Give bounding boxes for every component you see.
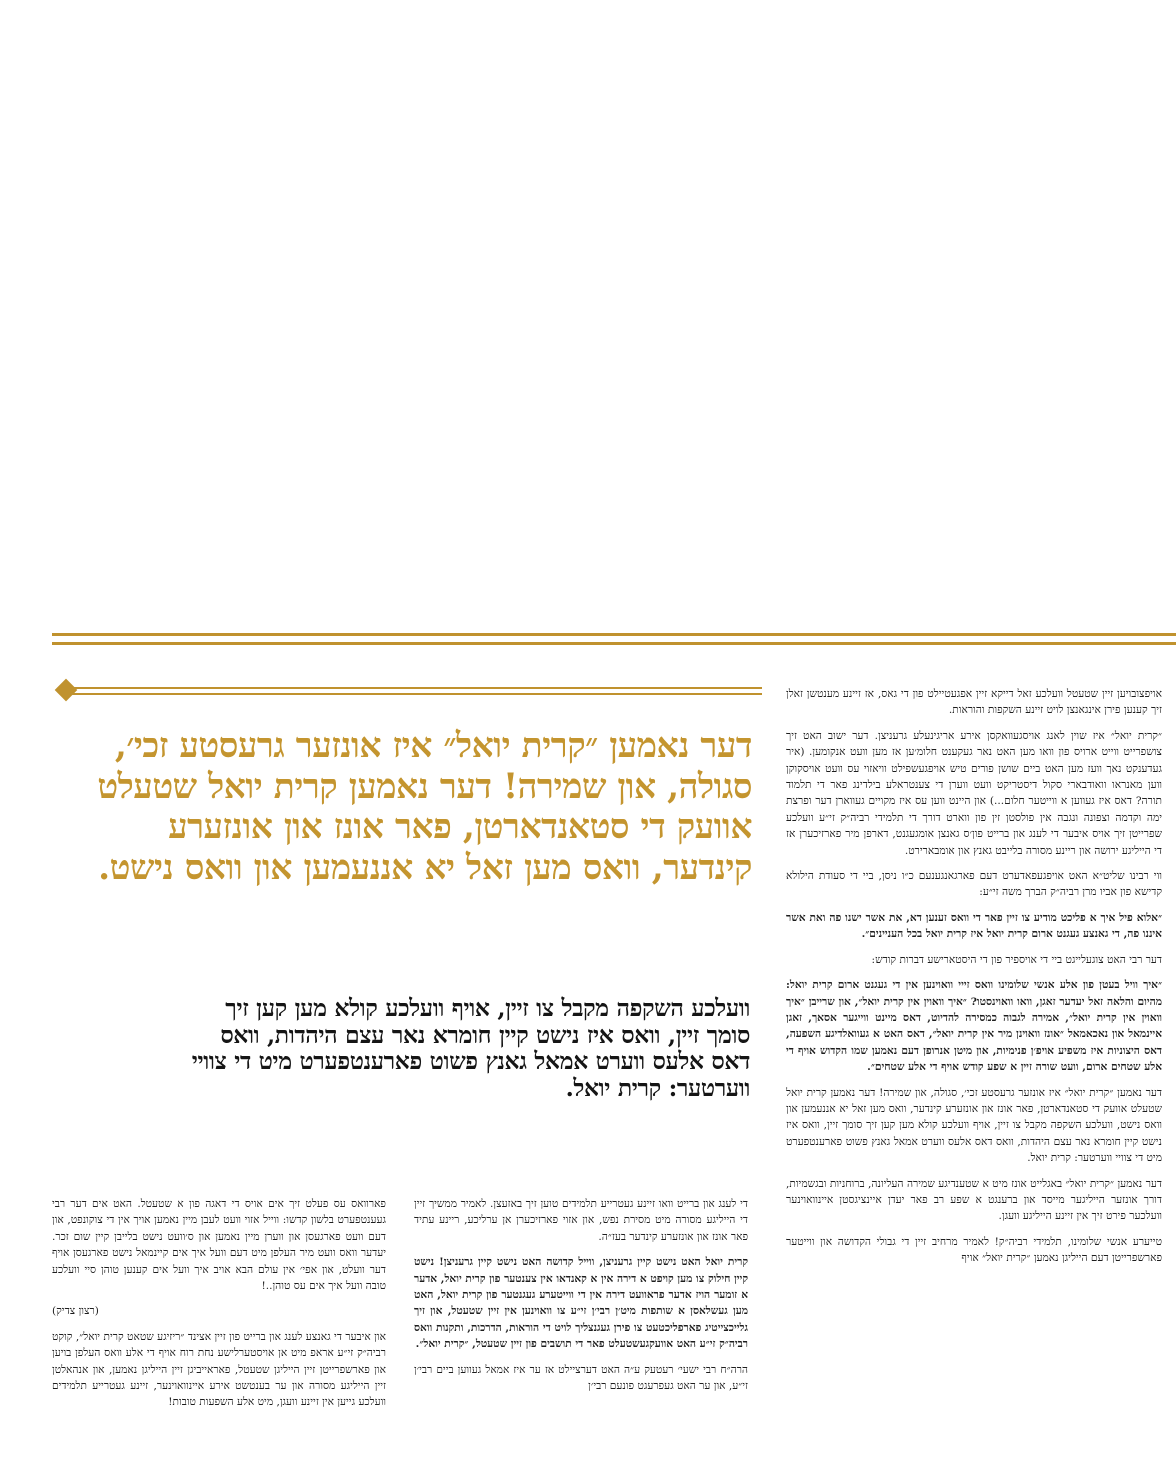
sub-quote: וועלכע השקפה מקבל צו זיין, אויף וועלכע קולא מען קען זיך סומך זיין, וואס איז נישט קיין חומרא נאר עצם היהדות, וואס דאס אלעס ווערט אמאל גאנץ פשוט פארענטפערט מיט די צוויי ווערטער: קרית יואל. [191,995,750,1102]
gold-rule-bottom [52,642,1176,645]
bold-paragraph: קרית יואל האט נישט קיין גרעניצן, ווייל קדושה האט נישט קיין גרעניצן! נישט קיין חילוק צו מען קויפט א דירה אין א קאנדאו אין צענטער פון קרית יואל, אדער א זומער הויז אדער פראוועט דירה אין די ווייטערע געגנטער פון קרית יואל, האט מען געשלאסן א שותפות מיט׳ן רבי׳ן זי״ע צו וואוינען אין זיין שטעטל, און זיך גלייכצייטיג פארפליכטעט צו פירן געגנצליך לויט די הוראות, הדרכות, ותקנות וואס רביה״ק זי״ע האט אוועקגעשטעלט פאר די תושבים פון זיין שטעטל, ״קרית יואל״. [414,1256,748,1351]
pull-quote: דער נאמען ״קרית יואל״ איז אונזער גרעסטע זכי׳, סגולה, און שמירה! דער נאמען קרית יואל שטעלט אוועק די סטאנדארטן, פאר אונז און אונזערע קינדער, וואס מען זאל יא אננעמען און וואס נישט. [97,726,752,888]
paragraph: ״קרית יואל״ איז שוין לאנג אויסגעוואקסן אירע אריגינעלע גרעניצן. דער ישוב האט זיך צושפרייט ווייט ארויס פון וואו מען האט נאר געקענט חלומ׳ען אז מען וועט אנקומען. (איר געדענקט נאך וועז מען האט ביים שושן פורים טיש אויפגעשפילט וויאזוי עס וועט אויסקוקן ווען מאנראו וואודבארי סקול דיסטריקט וועט ווערן די צענטראלע בילדינג פאר די תלמוד תורה? דאס איז געווען א ווייטער חלום...) און היינט ווען עס איז מקויים געווארן דער ופרצת ימה וקדמה וצפונה ונגבה אין פולסטן זין פון ווארט דורך די תלמידי רביה״ק זי״ע וועלכע שפרייטן זיך אויס איבער די לענג און ברייט פון׳ס גאנצן אומגעגנט, דארפן מיר פארזיכערן אז די הייליגע ירושה און ריינע מסורה בלייבט גאנץ און אומבארירט. [786,729,1162,857]
paragraph: דער נאמען ״קרית יואל״ באגלייט אונז מיט א שטענדיגע שמירה העליונה, ברוחניות ובגשמיות, דורך אונזער הייליגער מייסד און ברענגט א שפע רב פאר יעדן איינציגסטן איינוואוינער וועלכער פירט זיך אין זיינע הייליגע וועגן. [786,1177,1162,1223]
paragraph: פארוואס עס פעלט זיך אים אויס די דאגה פון א שטעטל. האט אים דער רבי געענטפערט בלשון קדשו: ווייל אזוי וועט לעבן מיין נאמען אויך אין די צוקונפט, און דעם וועט פארגעסן און ווערן מיין נאמען און ס׳וועט נישט בלייבן קיין שום זכר. יעדער וואס וועט מיר העלפן מיט דעם וועל איך אים קיינמאל נישט פארגעסן אויף דער וועלט, און אפי׳ אין עולם הבא אויב איך וועל אים קענען טוהן סיי וועלכע טובה וועל איך אים עס טוהן..! [52,1198,386,1293]
paragraph: הרה״ח רבי ישעי׳ רעטעק ע״ה האט דערציילט אז ער איז אמאל געווען ביים רבי׳ן זי״ע, און ער האט געפרעגט פונעם רבי׳ן [414,1363,748,1393]
divider-line-lower [72,693,762,695]
quote-paragraph: ״איך וויל בעטן פון אלע אנשי שלומינו וואס זייי וואוינען אין די געגנט ארום קרית יואל: מהיום והלאה זאל יעדער זאגן, וואו וואוינסטו? ״איך וואוין אין קרית יואל״, און שרייבן ״איך וואוין אין קרית יואל״, אמירה לגבוה כמסירה להדיוט, דאס מיינט ווייגער אסאך, זאגן איינמאל און נאכאמאל ״אונז וואוינן מיר אין קרית יואל״, דאס האט א געוואלדיגע השפעה, דאס היצוניות איז משפיע אויפ׳ן פנימיות, און מיטן אנרופן דעם נאמען שמו הקדוש אויף די אלע שטחים ארום, וועט שורה זיין א שפע קודש אויף די אלע שטחים״. [786,979,1162,1074]
paragraph: אויפצובויען זיין שטעטל וועלכע זאל דייקא זיין אפגעטיילט פון די גאס, אז זיינע מענטשן זאלן זיך קענען פירן אינגאנצן לויט זיינע השקפות והוראות. [786,688,1162,717]
paragraph: די לענג און ברייט וואו זיינע געטרייע תלמידים טוען זיך באזעצן. לאמיר ממשיך זיין די הייליגע מסורה מיט מסירת נפש, און אזוי פארזיכערן אן ערליכע, ריינע עתיד פאר אונז און אונזערע קינדער בעז״ה. [414,1198,748,1243]
paragraph: דער נאמען ״קרית יואל״ איז אונזער גרעסטע זכי׳, סגולה, און שמירה! דער נאמען קרית יואל שטעלט אוועק די סטאנדארטן, פאר אונז און אונזערע קינדער, וואס מען זאל יא אננעמען און וואס נישט, וועלכע השקפה מקבל צו זיין, אויף וועלכע קולא מען קען זיך סומך זיין, וואס איז נישט קיין חומרא נאר עצם היהדות, וואס דאס אלעס ווערט אמאל גאנץ פשוט פארענטפערט מיט די צוויי ווערטער: קרית יואל. [786,1086,1162,1165]
gold-rule-top [52,633,1176,636]
article-column-middle [414,1196,748,1468]
blank-upper-area [0,0,1176,630]
article-column-left [52,1196,386,1468]
article-column-right [786,686,1162,1468]
quote-paragraph: ״אלוא פיל איך א פליכט מודיע צו זיין פאר די וואס זענען דא, את אשר ישנו פה ואת אשר איננו פה, די גאנצע געגנט ארום קרית יואל איז קרית יואל בכל העניינים״. [786,911,1162,941]
pull-quote-divider [62,684,762,698]
source-citation: (רצון צדיק) [52,1305,99,1318]
divider-line-upper [72,687,762,689]
paragraph: און איבער די גאנצע לענג און ברייט פון זיין אצינד ״ריזיגע שטאט קרית יואל״, קוקט רביה״ק זי״ע אראפ מיט אן אויסטערלישע נחת רוח אויף די אלע וואס העלפן בויען און פארשפרייטן זיין הייליגן שטעטל, פאראייביגן זיין הייליגן נאמען, און אנהאלטן זיין הייליגע מסורה און ער בענטשט אירע איינוואוינער, זיינע געטרייע תלמידים וועלכע גייען אין זיינע וועגן, מיט אלע השפעות טובות! [52,1330,386,1409]
paragraph: טייערע אנשי שלומינו, תלמידי רביה״ק! לאמיר מרחיב זיין די גבולי הקדושה און ווייטער פארשפרייטן דעם הייליגן נאמען ״קרית יואל״ אויף [786,1235,1162,1265]
paragraph: דער רבי האט צוגעלייגט ביי די אויספיר פון די היסטארישע דברות קודש: [871,953,1162,966]
diamond-ornament-icon [55,679,78,702]
paragraph: ווי רבינו שליט״א האט אויפגעפאדערט דעם פארגאנגענעם כ״ו ניסן, ביי די סעודת הילולא קדישא פון אביו מרן רביה״ק הברך משה זי״ע: [786,870,1162,899]
